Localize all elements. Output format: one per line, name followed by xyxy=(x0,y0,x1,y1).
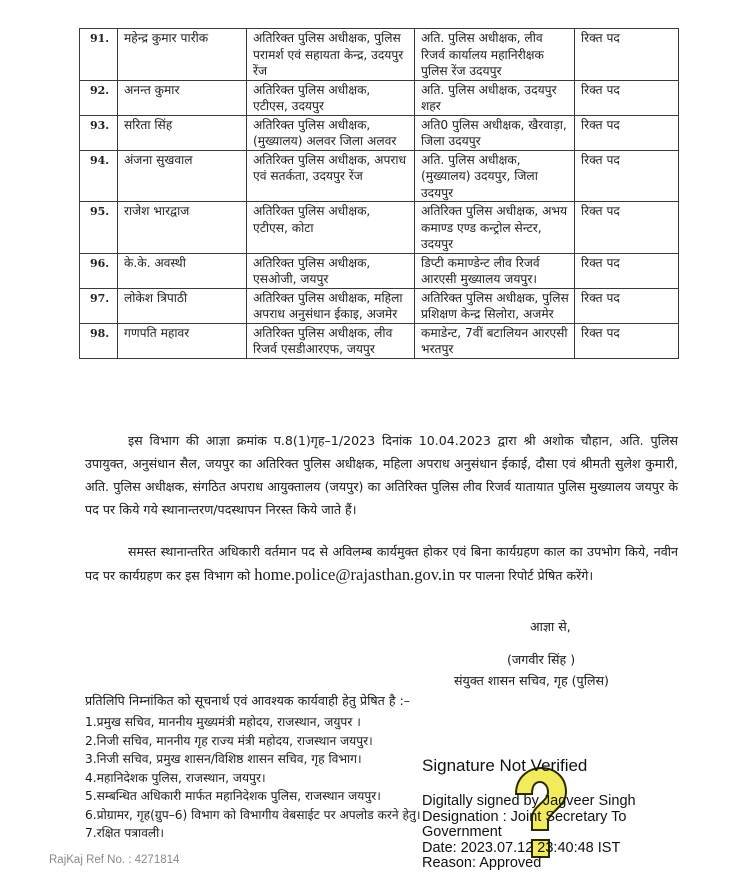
table-row xyxy=(80,253,679,288)
new-post-cell: डिप्टी कमाण्डेन्ट लीव रिजर्व आरएसी मुख्यालय जयपुर। xyxy=(415,253,575,288)
table-row xyxy=(80,150,679,202)
serial-number-cell: 94. xyxy=(80,150,118,202)
cancellation-paragraph: इस विभाग की आज्ञा क्रमांक प.8(1)गृह–1/2023 दिनांक 10.04.2023 द्वारा श्री अशोक चौहान, अति. पुलिस उपायुक्त, अनुसंधान सैल, जयपुर का अतिरिक्त पुलिस अधीक्षक, महिला अपराध अनुसंधान ईकाई, दौसा एवं श्रीमती सुलेश कुमारी, अति. पुलिस अधीक्षक, संगठित अपराध आयुक्तालय (जयपुर) का अतिरिक्त पुलिस लीव रिजर्व यातायात पुलिस मुख्यालय जयपुर के पद पर किये गये स्थानान्तरण/पदस्थापन निरस्त किये जाते हैं। xyxy=(85,433,678,517)
officer-name-cell: के.के. अवस्थी xyxy=(118,253,247,288)
signature-details xyxy=(422,794,636,872)
current-post-cell: अतिरिक्त पुलिस अधीक्षक, महिला अपराध अनुसंधान ईकाइ, अजमेर xyxy=(247,288,415,323)
table-row xyxy=(80,29,679,81)
serial-number-cell: 97. xyxy=(80,288,118,323)
current-post-cell: अतिरिक्त पुलिस अधीक्षक, एसओजी, जयपुर xyxy=(247,253,415,288)
current-post-cell: अतिरिक्त पुलिस अधीक्षक, लीव रिजर्व एसडीआरएफ, जयपुर xyxy=(247,323,415,358)
serial-number-cell: 92. xyxy=(80,80,118,115)
remark-cell: रिक्त पद xyxy=(575,29,679,81)
table-row xyxy=(80,323,679,358)
current-post-cell: अतिरिक्त पुलिस अधीक्षक, अपराध एवं सतर्कता, उदयपुर रेंज xyxy=(247,150,415,202)
remark-cell: रिक्त पद xyxy=(575,150,679,202)
copy-to-item: 2.निजी सचिव, माननीय गृह राज्य मंत्री महोदय, राजस्थान जयपुर। xyxy=(85,733,373,748)
current-post-cell: अतिरिक्त पुलिस अधीक्षक, पुलिस परामर्श एवं सहायता केन्द्र, उदयपुर रेंज xyxy=(247,29,415,81)
current-post-cell: अतिरिक्त पुलिस अधीक्षक, एटीएस, कोटा xyxy=(247,202,415,254)
remark-cell: रिक्त पद xyxy=(575,253,679,288)
serial-number-cell: 93. xyxy=(80,115,118,150)
transfer-table xyxy=(79,28,679,359)
serial-number-cell: 96. xyxy=(80,253,118,288)
copy-to-item: 6.प्रोग्रामर, गृह(ग्रुप–6) विभाग को विभागीय वेबसाईट पर अपलोड करने हेतु। xyxy=(85,807,421,822)
joining-instruction-paragraph: समस्त स्थानान्तरित अधिकारी वर्तमान पद से अविलम्ब कार्यमुक्त होकर एवं बिना कार्यग्रहण काल का उपभोग किये, नवीन पद पर कार्यग्रहण कर इस विभाग को home.police@rajasthan.gov.in पर पालना रिपोर्ट प्रेषित करेंगे। xyxy=(85,544,678,584)
signer-designation-cont: Government xyxy=(422,824,502,840)
new-post-cell: अति. पुलिस अधीक्षक, लीव रिजर्व कार्यालय महानिरीक्षक पुलिस रेंज उदयपुर xyxy=(415,29,575,81)
copy-to-heading: प्रतिलिपि निम्नांकित को सूचनार्थ एवं आवश्यक कार्यवाही हेतु प्रेषित है :– xyxy=(85,693,411,708)
current-post-cell: अतिरिक्त पुलिस अधीक्षक, एटीएस, उदयपुर xyxy=(247,80,415,115)
new-post-cell: कमाडेन्ट, 7वीं बटालियन आरएसी भरतपुर xyxy=(415,323,575,358)
signature-reason: Reason: Approved xyxy=(422,855,542,871)
serial-number-cell: 91. xyxy=(80,29,118,81)
remark-cell: रिक्त पद xyxy=(575,323,679,358)
signatory-name: (जगवीर सिंह ) xyxy=(507,652,576,667)
officer-name-cell: गणपति महावर xyxy=(118,323,247,358)
remark-cell: रिक्त पद xyxy=(575,115,679,150)
officer-name-cell: अनन्त कुमार xyxy=(118,80,247,115)
signature-date: Date: 2023.07.12 23:40:48 IST xyxy=(422,839,621,856)
new-post-cell: अति. पुलिस अधीक्षक, (मुख्यालय) उदयपुर, जिला उदयपुर xyxy=(415,150,575,202)
signer-designation: Designation : Joint Secretary To xyxy=(422,808,627,825)
digital-signature-stamp[interactable] xyxy=(420,756,734,871)
copy-to-list xyxy=(85,713,421,843)
serial-number-cell: 95. xyxy=(80,202,118,254)
table-row xyxy=(80,115,679,150)
signature-status: Signature Not Verified xyxy=(422,756,588,775)
remark-cell: रिक्त पद xyxy=(575,80,679,115)
order-by-text: आज्ञा से, xyxy=(530,619,571,634)
new-post-cell: अति0 पुलिस अधीक्षक, खैरवाड़ा, जिला उदयपुर xyxy=(415,115,575,150)
rajkaj-reference: RajKaj Ref No. : 4271814 xyxy=(49,854,180,866)
remark-cell: रिक्त पद xyxy=(575,288,679,323)
remark-cell: रिक्त पद xyxy=(575,202,679,254)
officer-name-cell: सरिता सिंह xyxy=(118,115,247,150)
copy-to-item: 7.रक्षित पत्रावली। xyxy=(85,826,164,840)
copy-to-item: 5.सम्बन्धित अधिकारी मार्फत महानिदेशक पुलिस, राजस्थान जयपुर। xyxy=(85,789,381,803)
new-post-cell: अति. पुलिस अधीक्षक, उदयपुर शहर xyxy=(415,80,575,115)
signatory-designation: संयुक्त शासन सचिव, गृह (पुलिस) xyxy=(454,673,609,688)
copy-to-item: 3.निजी सचिव, प्रमुख शासन/विशिष्ठ शासन सचिव, गृह विभाग। xyxy=(85,752,362,766)
signed-by: Digitally signed by Jagveer Singh xyxy=(422,793,636,809)
officer-name-cell: लोकेश त्रिपाठी xyxy=(118,288,247,323)
copy-to-item: 1.प्रमुख सचिव, माननीय मुख्यमंत्री महोदय, राजस्थान, जयुपर । xyxy=(85,715,361,729)
current-post-cell: अतिरिक्त पुलिस अधीक्षक, (मुख्यालय) अलवर जिला अलवर xyxy=(247,115,415,150)
table-row xyxy=(80,288,679,323)
email-link[interactable]: home.police@rajasthan.gov.in xyxy=(254,565,455,584)
new-post-cell: अतिरिक्त पुलिस अधीक्षक, अभय कमाण्ड एण्ड कन्ट्रोल सेन्टर, उदयपुर xyxy=(415,202,575,254)
table-row xyxy=(80,202,679,254)
officer-name-cell: राजेश भारद्वाज xyxy=(118,202,247,254)
table-row xyxy=(80,80,679,115)
serial-number-cell: 98. xyxy=(80,323,118,358)
new-post-cell: अतिरिक्त पुलिस अधीक्षक, पुलिस प्रशिक्षण केन्द्र सिलोरा, अजमेर xyxy=(415,288,575,323)
officer-name-cell: महेन्द्र कुमार पारीक xyxy=(118,29,247,81)
copy-to-item: 4.महानिदेशक पुलिस, राजस्थान, जयपुर। xyxy=(85,770,266,785)
officer-name-cell: अंजना सुखवाल xyxy=(118,150,247,202)
